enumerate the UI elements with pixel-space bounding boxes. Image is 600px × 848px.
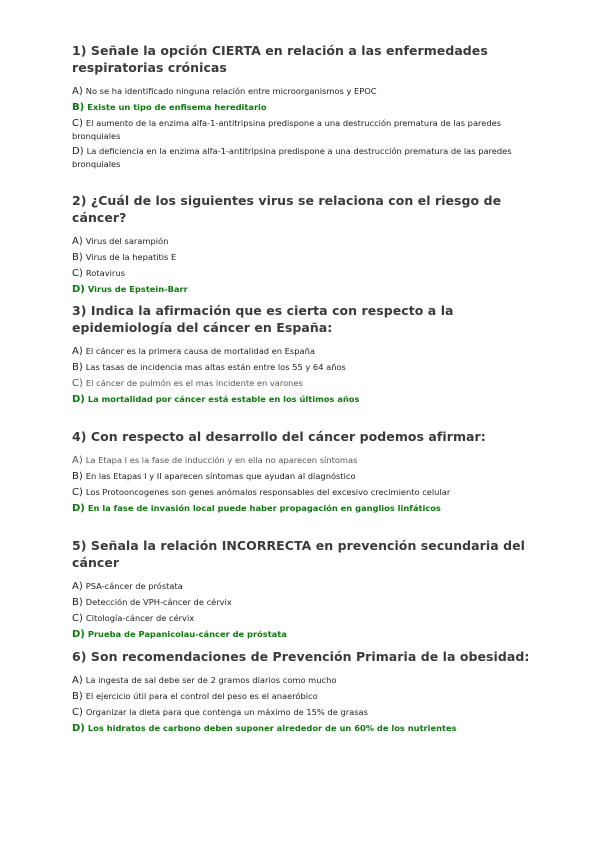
option-c [72, 612, 532, 625]
option-letter: D) [72, 394, 85, 405]
option-d-correct [72, 502, 532, 515]
option-c [72, 486, 532, 499]
question-6 [72, 648, 532, 738]
option-text: Las tasas de incidencia mas altas están entre los 55 y 64 años [85, 362, 346, 372]
question-title: 1) Señale la opción CIERTA en relación a las enfermedades respiratorias crónicas [72, 43, 488, 75]
option-letter: B) [72, 471, 83, 482]
option-d-correct [72, 628, 532, 641]
question-3 [72, 302, 532, 409]
option-letter: D) [72, 146, 84, 157]
option-text: Virus de la hepatitis E [85, 252, 177, 262]
option-text: Rotavirus [85, 268, 125, 278]
option-d-correct [72, 283, 532, 296]
option-c [72, 117, 532, 142]
option-letter: A) [72, 86, 83, 97]
option-letter: C) [72, 378, 83, 389]
question-title: 6) Son recomendaciones de Prevención Primaria de la obesidad: [72, 649, 530, 664]
option-letter: A) [72, 346, 83, 357]
option-a [72, 235, 532, 248]
option-letter: D) [72, 629, 85, 640]
option-letter: A) [72, 581, 83, 592]
option-b [72, 251, 532, 264]
option-letter: C) [72, 707, 83, 718]
option-letter: B) [72, 252, 83, 263]
option-text: Existe un tipo de enfisema hereditario [87, 102, 267, 112]
option-text: El aumento de la enzima alfa-1-antitripsina predispone a una destrucción prematura de las paredes bronquiales [72, 118, 502, 141]
option-text: En la fase de invasión local puede haber propagación en ganglios linfáticos [87, 503, 441, 513]
option-c [72, 267, 532, 280]
question-4 [72, 428, 532, 518]
option-a [72, 85, 532, 98]
option-c [72, 377, 532, 390]
option-b [72, 361, 532, 374]
option-b [72, 596, 532, 609]
option-b [72, 470, 532, 483]
option-text: Organizar la dieta para que contenga un máximo de 15% de grasas [85, 707, 368, 717]
question-2 [72, 192, 532, 299]
question-title: 3) Indica la afirmación que es cierta con respecto a la epidemiología del cáncer en España: [72, 303, 454, 335]
option-text: Los Protooncogenes son genes anómalos responsables del excesivo crecimiento celular [85, 487, 451, 497]
question-1 [72, 42, 532, 173]
options-list [72, 580, 532, 641]
question-5 [72, 537, 532, 644]
option-b [72, 690, 532, 703]
option-text: En las Etapas I y II aparecen síntomas que ayudan al diagnóstico [85, 471, 356, 481]
option-text: Virus de Epstein-Barr [87, 284, 188, 294]
option-c [72, 706, 532, 719]
option-letter: B) [72, 691, 83, 702]
option-text: Citología-cáncer de cérvix [85, 613, 195, 623]
option-letter: A) [72, 675, 83, 686]
options-list [72, 454, 532, 515]
option-text: La deficiencia en la enzima alfa-1-antitripsina predispone a una destrucción prematura de las paredes bronquiales [72, 146, 512, 169]
option-text: El ejercicio útil para el control del peso es el anaeróbico [85, 691, 318, 701]
option-letter: C) [72, 118, 83, 129]
option-text: La Etapa I es la fase de inducción y en ella no aparecen síntomas [85, 455, 358, 465]
option-letter: C) [72, 487, 83, 498]
option-text: La mortalidad por cáncer está estable en los últimos años [87, 394, 360, 404]
question-title: 4) Con respecto al desarrollo del cáncer podemos afirmar: [72, 429, 486, 444]
option-text: El cáncer es la primera causa de mortalidad en España [85, 346, 315, 356]
option-text: Los hidratos de carbono deben suponer alrededor de un 60% de los nutrientes [87, 723, 457, 733]
options-list [72, 345, 532, 406]
option-a [72, 345, 532, 358]
option-text: La ingesta de sal debe ser de 2 gramos diarios como mucho [85, 675, 337, 685]
options-list [72, 85, 532, 170]
option-a [72, 454, 532, 467]
option-letter: D) [72, 284, 85, 295]
option-letter: A) [72, 236, 83, 247]
option-a [72, 674, 532, 687]
question-title: 5) Señala la relación INCORRECTA en prevención secundaria del cáncer [72, 538, 525, 570]
option-d-correct [72, 393, 532, 406]
option-text: Detección de VPH-cáncer de cérvix [85, 597, 232, 607]
option-letter: A) [72, 455, 83, 466]
option-text: PSA-cáncer de próstata [85, 581, 183, 591]
option-letter: B) [72, 102, 85, 113]
option-letter: C) [72, 268, 83, 279]
option-letter: D) [72, 503, 85, 514]
question-title: 2) ¿Cuál de los siguientes virus se relaciona con el riesgo de cáncer? [72, 193, 502, 225]
option-d [72, 145, 532, 170]
options-list [72, 674, 532, 735]
option-letter: B) [72, 597, 83, 608]
option-d-correct [72, 722, 532, 735]
option-letter: D) [72, 723, 85, 734]
option-text: No se ha identificado ninguna relación entre microorganismos y EPOC [85, 86, 377, 96]
option-text: Virus del sarampión [85, 236, 169, 246]
option-text: Prueba de Papanicolau-cáncer de próstata [87, 629, 287, 639]
option-text: El cáncer de pulmón es el mas incidente en varones [85, 378, 303, 388]
option-b-correct [72, 101, 532, 114]
options-list [72, 235, 532, 296]
option-letter: C) [72, 613, 83, 624]
option-letter: B) [72, 362, 83, 373]
option-a [72, 580, 532, 593]
